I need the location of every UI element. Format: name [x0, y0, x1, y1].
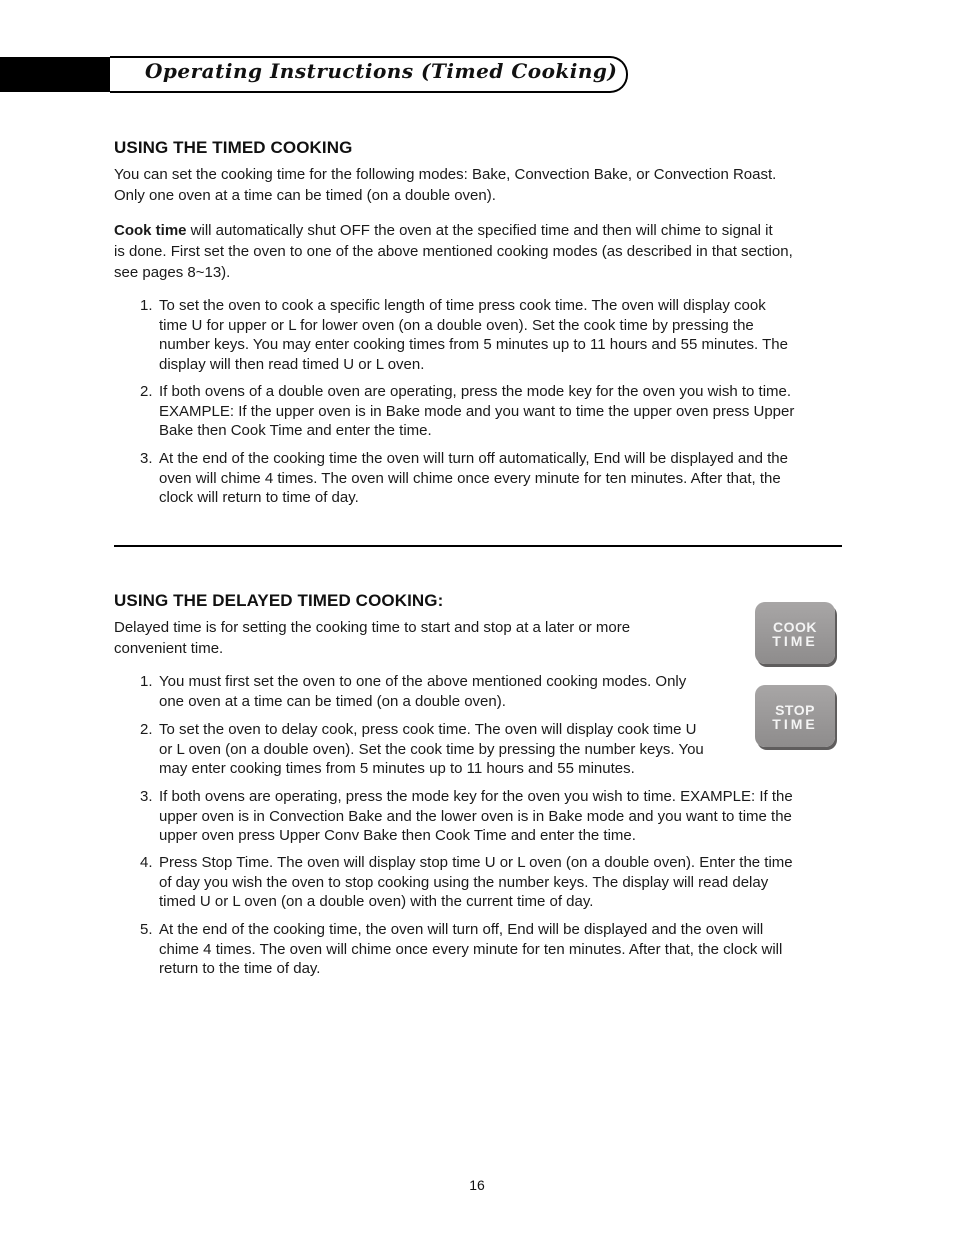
list-item: 2. If both ovens of a double oven are operating, press the mode key for the oven you wish to time. EXAMPLE: If the upper oven is in Bake mode and you want to time the upper oven press Upper Bake then Cook Time and enter the time. [140, 383, 795, 439]
cook-time-term: Cook time [114, 222, 187, 239]
stop-time-button[interactable]: STOP TIME [755, 685, 835, 747]
page-title: Operating Instructions (Timed Cooking) [145, 59, 618, 83]
list-item: 2. To set the oven to delay cook, press cook time. The oven will display cook time U or L oven (on a double oven). Set the cook time by pressing the number keys. You may enter cooking times from 5 minutes up to 11 hours and 55 minutes. [140, 721, 704, 777]
section1-intro: You can set the cooking time for the following modes: Bake, Convection Bake, or Convection Roast. Only one oven at a time can be timed (on a double oven). [114, 166, 777, 204]
list-item: 5. At the end of the cooking time, the oven will turn off, End will be displayed and the oven will chime 4 times. The oven will chime once every minute for ten minutes. After that, the clock will return to the time of day. [140, 921, 783, 977]
list-item: 4. Press Stop Time. The oven will display stop time U or L oven (on a double oven). Enter the time of day you wish the oven to stop cooking using the number keys. The display will read delay timed U or L oven (on a double oven) with the current time of day. [140, 854, 793, 910]
page-number: 16 [469, 1177, 485, 1193]
section-heading-timed-cooking: USING THE TIMED COOKING [114, 138, 353, 157]
section2-intro: Delayed time is for setting the cooking time to start and stop at a later or more convenient time. [114, 619, 631, 657]
list-item: 1. To set the oven to cook a specific length of time press cook time. The oven will display cook time U for upper or L for lower oven (on a double oven). Set the cook time by pressing the number keys. You may enter cooking times from 5 minutes up to 11 hours and 55 minutes. The display will then read timed U or L oven. [140, 297, 788, 373]
cook-time-description: Cook time will automatically shut OFF the oven at the specified time and then will chime to signal it is done. First set the oven to one of the above mentioned cooking modes (as described in that section, see pages 8~13). [114, 222, 793, 281]
list-item: 3. At the end of the cooking time the oven will turn off automatically, End will be displayed and the oven will chime 4 times. The oven will chime once every minute for ten minutes. After that, the clock will return to time of day. [140, 450, 788, 506]
list-item: 1. You must first set the oven to one of the above mentioned cooking modes. Only one oven at a time can be timed (on a double oven). [140, 673, 687, 710]
section-heading-delayed-timed-cooking: USING THE DELAYED TIMED COOKING: [114, 591, 444, 610]
header-black-bar [0, 57, 112, 92]
section-divider [114, 545, 842, 547]
cook-time-button[interactable]: COOK TIME [755, 602, 835, 664]
list-item: 3. If both ovens are operating, press the mode key for the oven you wish to time. EXAMPLE: If the upper oven is in Convection Bake and the lower oven is in Bake mode and you want to time the upper oven press Upper Conv Bake then Cook Time and enter the time. [140, 788, 793, 844]
